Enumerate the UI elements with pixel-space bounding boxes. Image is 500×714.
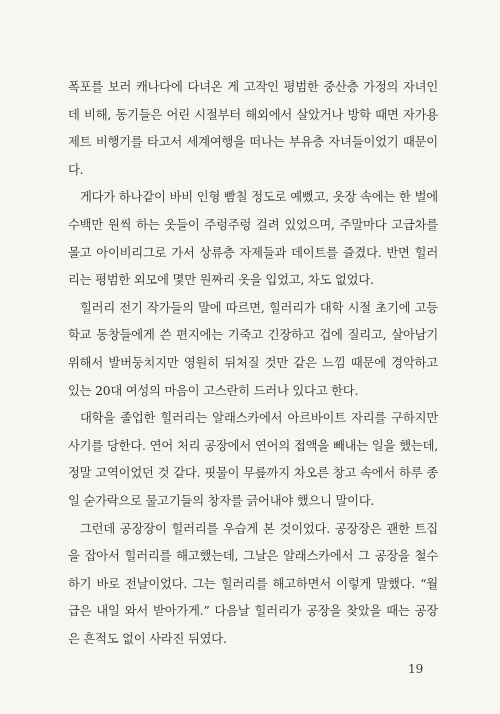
page-number: 19 <box>408 662 424 676</box>
paragraph-1: 폭포를 보러 캐나다에 다녀온 게 고작인 평범한 중산층 가정의 자녀인 데 비해, 동기들은 어린 시절부터 해외에서 살았거나 방학 때면 자가용 제트 비행기를 타고서 세계여행을 떠나는 부유층 자녀들이었기 때문이다. <box>68 80 438 177</box>
paragraph-3: 힐러리 전기 작가들의 말에 따르면, 힐러리가 대학 시절 초기에 고등학교 동창들에게 쓴 편지에는 기죽고 긴장하고 겁에 질리고, 살아남기 위해서 발버둥치지만 영원히 뒤처질 것만 같은 느낌 때문에 경악하고 있는 20대 여성의 마음이 고스란히 드러나 있다고 한다. <box>68 300 438 398</box>
paragraph-2: 게다가 하나같이 바비 인형 빰칠 정도로 예뻤고, 옷장 속에는 한 벌에 수백만 원씩 하는 옷들이 주렁주렁 걸려 있었으며, 주말마다 고급차를 몰고 아이비리그로 가서 상류층 자제들과 데이트를 즐겼다. 반면 힐러리는 평범한 외모에 몇만 원짜리 옷을 입었고, 차도 없었다. <box>68 190 438 288</box>
paragraph-4: 대학을 졸업한 힐러리는 알래스카에서 아르바이트 자리를 구하지만 사기를 당한다. 연어 처리 공장에서 연어의 접액을 빼내는 일을 했는데, 정말 고역이었던 것 같다. 핏물이 무릎까지 차오른 창고 속에서 하루 종일 숟가락으로 물고기들의 창자를 긁어내야 했으니 말이다. <box>68 411 438 508</box>
paragraph-5: 그런데 공장장이 힐러리를 우습게 본 것이었다. 공장장은 괜한 트집을 잡아서 힐러리를 해고했는데, 그날은 알래스카에서 그 공장을 철수하기 바로 전날이었다. 그는 힐러리를 해고하면서 이렇게 말했다. “월급은 내일 와서 받아가게.” 다음날 힐러리가 공장을 찾았을 때는 공장은 흔적도 없이 사라진 뒤였다. <box>68 521 438 646</box>
body-text <box>68 74 438 653</box>
